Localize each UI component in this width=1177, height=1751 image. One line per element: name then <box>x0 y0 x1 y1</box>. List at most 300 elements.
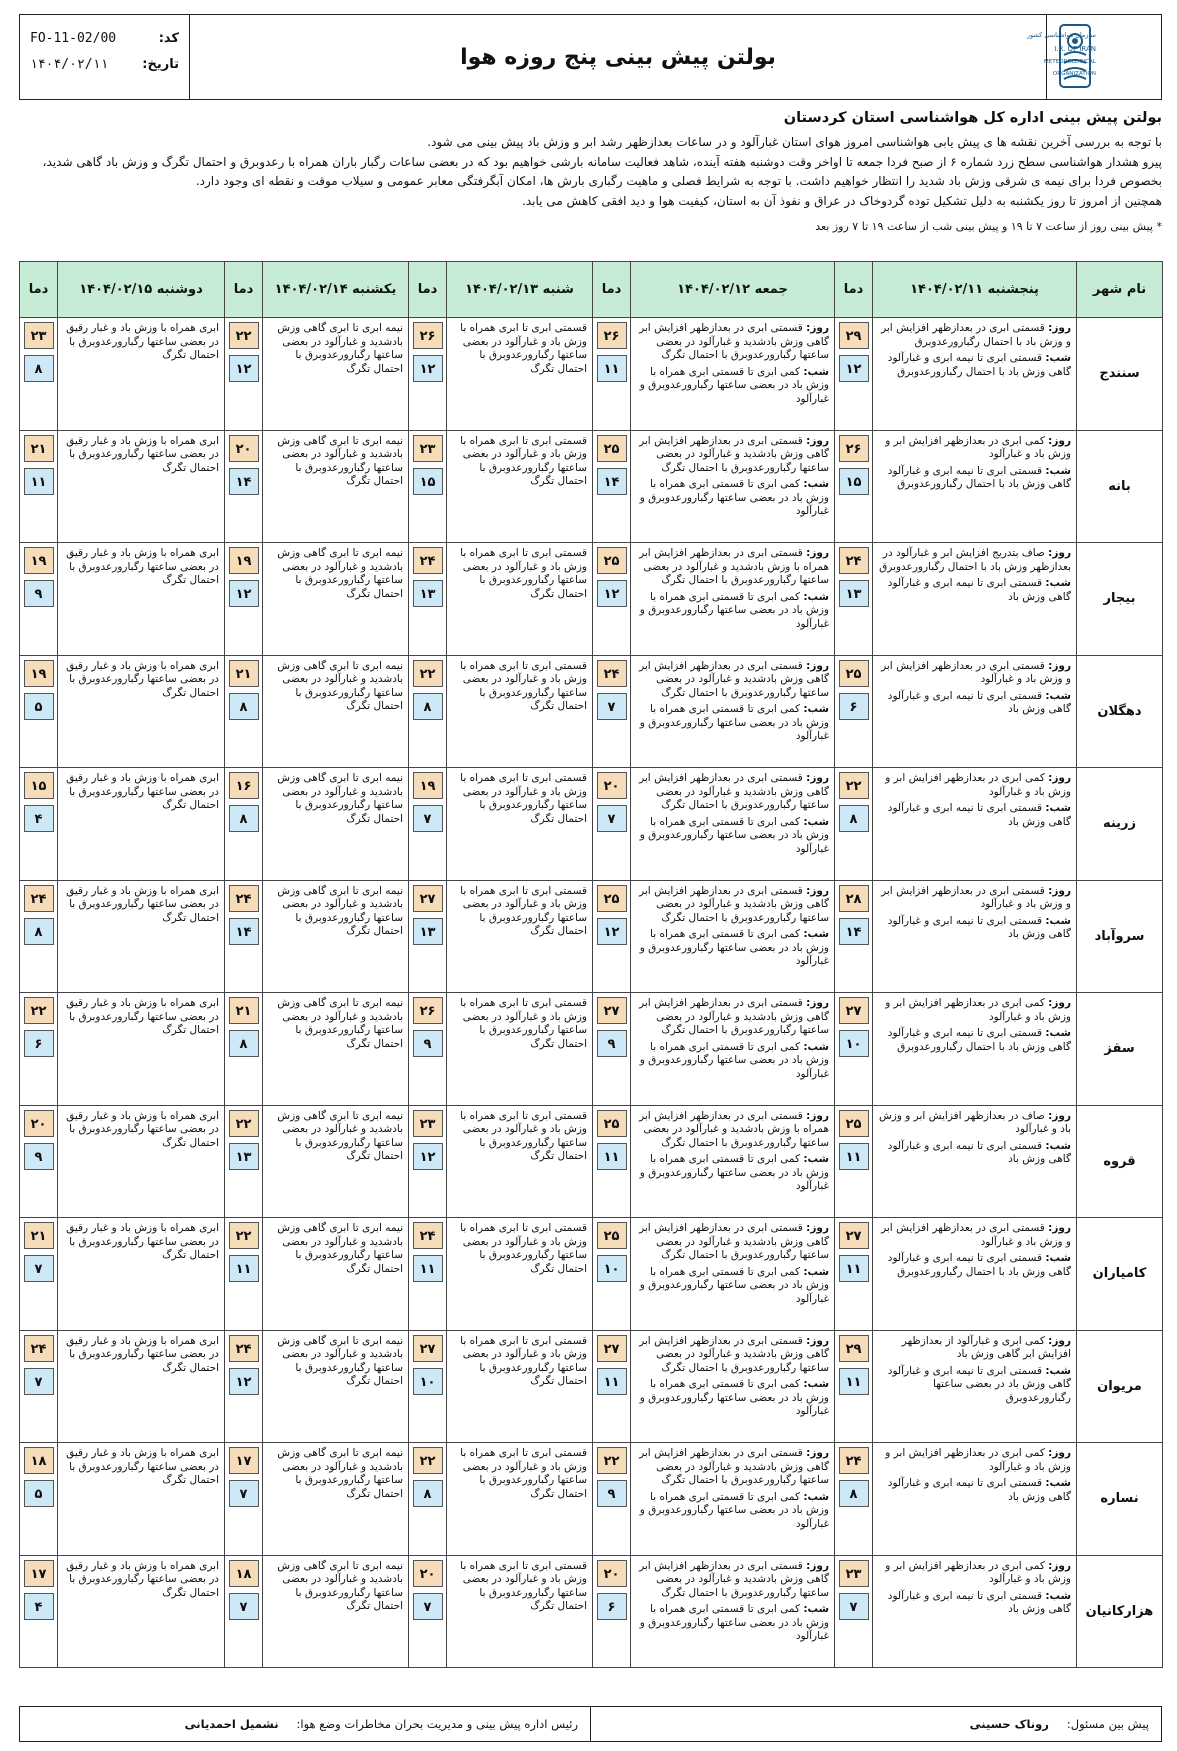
forecast-cell <box>58 880 225 993</box>
max-temp: ۲۷ <box>413 885 443 912</box>
forecast-text: نیمه ابری تا ابری گاهی وزش بادشدید و غبارآلود در بعضی ساعتها رگبارورعدوبرق با احتمال تگرگ <box>277 1559 403 1612</box>
min-temp: ۷ <box>597 805 627 832</box>
forecast-cell <box>447 655 593 768</box>
min-temp: ۱۱ <box>229 1255 259 1282</box>
bulletin-header <box>19 14 1162 100</box>
night-label: شب: <box>1045 1477 1071 1489</box>
night-forecast <box>878 1590 1071 1617</box>
forecast-cell <box>631 993 835 1106</box>
max-temp: ۲۴ <box>839 1447 869 1474</box>
day-forecast-text: قسمتی ابری در بعدازظهر افزایش ابر گاهی وزش بادشدید و غبارآلود در بعضی ساعتها رگبارورعدوبرق با احتمال تگرگ <box>639 884 829 924</box>
temperature-cell <box>225 1330 263 1443</box>
day-forecast <box>636 1335 829 1376</box>
forecast-text: قسمتی ابری تا ابری همراه با وزش باد و غبارآلود در بعضی ساعتها رگبارورعدوبرق با احتمال تگرگ <box>460 322 587 375</box>
day-forecast-text: کمی ابری و غبارآلود از بعدازظهر افزایش ابر گاهی وزش باد <box>901 1334 1071 1360</box>
day-label: روز: <box>1048 772 1071 784</box>
max-temp: ۲۷ <box>839 997 869 1024</box>
day-label: روز: <box>1048 997 1071 1009</box>
forecast-cell <box>873 1443 1077 1556</box>
forecast-cell <box>263 1555 409 1668</box>
day-label: روز: <box>806 1334 829 1347</box>
table-row <box>20 655 1163 768</box>
night-forecast <box>636 928 829 969</box>
forecast-cell <box>263 1105 409 1218</box>
temperature-cell <box>593 543 631 656</box>
forecast-cell <box>58 543 225 656</box>
night-forecast-text: کمی ابری تا قسمتی ابری همراه با وزش باد در بعضی ساعتها رگبارورعدوبرق و غبارآلود <box>639 928 829 967</box>
night-forecast <box>636 703 829 744</box>
min-temp: ۱۰ <box>413 1368 443 1395</box>
min-temp: ۱۲ <box>597 580 627 607</box>
organization-logo <box>1026 15 1161 99</box>
day-forecast <box>878 660 1071 687</box>
max-temp: ۱۹ <box>413 772 443 799</box>
day-forecast <box>636 322 829 363</box>
forecast-cell <box>58 1218 225 1331</box>
city-name: سقز <box>1077 993 1163 1106</box>
night-forecast <box>878 1477 1071 1504</box>
page-title: بولتن پیش بینی پنج روزه هوا <box>460 44 776 70</box>
night-label: شب: <box>1045 1027 1071 1039</box>
night-forecast-text: کمی ابری تا قسمتی ابری همراه با وزش باد در بعضی ساعتها رگبارورعدوبرق و غبارآلود <box>639 1265 829 1305</box>
day-forecast <box>878 1560 1071 1587</box>
forecast-text: قسمتی ابری تا ابری همراه با وزش باد و غبارآلود در بعضی ساعتها رگبارورعدوبرق با احتمال تگرگ <box>460 1559 587 1612</box>
day-forecast-text: قسمتی ابری در بعدازظهر افزایش ابر گاهی وزش بادشدید و غبارآلود در بعضی ساعتها رگبارورعدوبرق با احتمال تگرگ <box>639 997 829 1036</box>
day-label: روز: <box>1048 659 1071 672</box>
max-temp: ۲۴ <box>839 547 869 574</box>
max-temp: ۲۴ <box>24 1335 54 1362</box>
max-temp: ۱۶ <box>229 772 259 799</box>
date-label: تاریخ: <box>142 56 179 72</box>
city-name: نساره <box>1077 1443 1163 1556</box>
day-forecast <box>636 772 829 813</box>
forecast-cell <box>873 543 1077 656</box>
temperature-cell <box>593 1330 631 1443</box>
forecast-cell <box>447 1330 593 1443</box>
night-label: شب: <box>803 1040 829 1053</box>
max-temp: ۱۹ <box>24 547 54 574</box>
temperature-cell <box>20 768 58 881</box>
forecast-cell <box>631 1443 835 1556</box>
night-label: شب: <box>803 815 829 828</box>
logo-text-2: METEOROLOGICAL <box>1043 59 1096 65</box>
night-forecast <box>878 690 1071 717</box>
forecast-cell <box>58 1443 225 1556</box>
max-temp: ۲۵ <box>597 547 627 574</box>
city-name: بانه <box>1077 430 1163 543</box>
day-forecast-text: قسمتی ابری در بعدازظهر افزایش ابر و وزش باد با احتمال رگبارورعدوبرق <box>881 322 1071 348</box>
day-label: روز: <box>806 322 829 334</box>
max-temp: ۲۱ <box>24 1222 54 1249</box>
forecast-text: ابری همراه با وزش باد و غبار رقیق در بعضی ساعتها رگبارورعدوبرق با احتمال تگرگ <box>66 1109 219 1149</box>
min-temp: ۶ <box>597 1593 627 1620</box>
night-label: شب: <box>1045 1252 1071 1264</box>
table-header-row <box>20 262 1163 318</box>
forecast-cell <box>263 430 409 543</box>
min-temp: ۴ <box>24 805 54 832</box>
day-forecast <box>878 997 1071 1024</box>
forecast-cell <box>631 880 835 993</box>
temperature-cell <box>409 543 447 656</box>
night-forecast <box>636 591 829 632</box>
forecast-cell <box>447 430 593 543</box>
max-temp: ۲۲ <box>229 1110 259 1137</box>
day-forecast-text: قسمتی ابری در بعدازظهر افزایش ابر گاهی وزش بادشدید و غبارآلود در بعضی ساعتها رگبارورعدوبرق با احتمال تگرگ <box>639 659 829 699</box>
day-forecast-text: قسمتی ابری در بعدازظهر افزایش ابر و وزش باد و غبارآلود <box>881 1222 1071 1248</box>
forecast-cell <box>263 1218 409 1331</box>
night-forecast-text: کمی ابری تا قسمتی ابری همراه با وزش باد در بعضی ساعتها رگبارورعدوبرق و غبارآلود <box>639 703 829 742</box>
max-temp: ۲۵ <box>597 1110 627 1137</box>
min-temp: ۸ <box>839 1480 869 1507</box>
day-label: روز: <box>806 1447 829 1459</box>
forecast-text: نیمه ابری تا ابری گاهی وزش بادشدید و غبارآلود در بعضی ساعتها رگبارورعدوبرق با احتمال تگرگ <box>277 1109 403 1162</box>
min-temp: ۸ <box>413 1480 443 1507</box>
temperature-cell <box>835 993 873 1106</box>
intro-paragraph: با توجه به بررسی آخرین نقشه ها ی پیش یابی هواشناسی امروز هوای استان غبارآلود و در ساعات بعدازظهر رشد ابر و وزش باد پیش بینی می شود. <box>427 135 1162 149</box>
temperature-cell <box>593 1218 631 1331</box>
max-temp: ۲۵ <box>597 1222 627 1249</box>
day-label: روز: <box>806 884 829 897</box>
table-row <box>20 1105 1163 1218</box>
temperature-cell <box>409 318 447 431</box>
signature-footer <box>19 1706 1162 1742</box>
day-forecast <box>878 772 1071 799</box>
table-row <box>20 543 1163 656</box>
temperature-cell <box>409 880 447 993</box>
min-temp: ۹ <box>597 1030 627 1057</box>
temperature-cell <box>835 1443 873 1556</box>
night-forecast-text: قسمتی ابری تا نیمه ابری و غبارآلود گاهی وزش باد <box>887 1477 1071 1503</box>
max-temp: ۲۶ <box>413 322 443 349</box>
night-label: شب: <box>803 590 829 603</box>
forecast-text: قسمتی ابری تا ابری همراه با وزش باد و غبارآلود در بعضی ساعتها رگبارورعدوبرق با احتمال تگرگ <box>460 1109 587 1162</box>
temperature-cell <box>225 1555 263 1668</box>
night-forecast <box>636 816 829 857</box>
min-temp: ۸ <box>413 693 443 720</box>
temperature-cell <box>835 1105 873 1218</box>
temperature-cell <box>835 543 873 656</box>
max-temp: ۲۱ <box>229 997 259 1024</box>
head-cell <box>20 1707 591 1741</box>
city-name: کامیاران <box>1077 1218 1163 1331</box>
forecast-text: قسمتی ابری تا ابری همراه با وزش باد و غبارآلود در بعضی ساعتها رگبارورعدوبرق با احتمال تگرگ <box>460 1222 587 1275</box>
temperature-cell <box>835 318 873 431</box>
min-temp: ۹ <box>597 1480 627 1507</box>
day-label: روز: <box>1048 434 1071 447</box>
temp-column-header: دما <box>835 262 873 318</box>
min-temp: ۱۰ <box>597 1255 627 1282</box>
night-forecast <box>636 1603 829 1644</box>
forecast-text: ابری همراه با وزش باد و غبار رقیق در بعضی ساعتها رگبارورعدوبرق با احتمال تگرگ <box>66 547 219 586</box>
forecast-cell <box>631 1105 835 1218</box>
min-temp: ۱۲ <box>413 355 443 382</box>
night-forecast-text: قسمتی ابری تا نیمه ابری و غبارآلود گاهی وزش باد در بعضی ساعتها رگبارورعدوبرق <box>887 1364 1071 1404</box>
min-temp: ۱۴ <box>597 468 627 495</box>
max-temp: ۱۷ <box>229 1447 259 1474</box>
intro-paragraph: پیرو هشدار هواشناسی سطح زرد شماره ۶ از صبح فردا جمعه تا اواخر وقت دوشنبه هفته آینده، شاهد فعالیت سامانه بارشی خواهیم بود که در بعضی ساعات رگبار باران همراه با رعدوبرق و احتمال تگرگ و وزش باد گاهی شدید، بخصوص فردا برای نیمه ی شرقی وزش باد شدید را انتظار خواهیم داشت. با توجه به شرایط فصلی و ماهیت رگباری بارش ها، امکان آبگرفتگی معابر عمومی و سیلاب موقت و نقطه ای وجود دارد. <box>42 154 1162 188</box>
forecast-cell <box>447 1218 593 1331</box>
temperature-cell <box>835 1330 873 1443</box>
day-label: روز: <box>1048 322 1071 334</box>
min-temp: ۸ <box>229 1030 259 1057</box>
max-temp: ۲۰ <box>229 435 259 462</box>
night-forecast <box>878 1365 1071 1406</box>
forecast-text: قسمتی ابری تا ابری همراه با وزش باد و غبارآلود در بعضی ساعتها رگبارورعدوبرق با احتمال تگرگ <box>460 434 587 487</box>
day-forecast-text: قسمتی ابری در بعدازظهر افزایش ابر همراه با وزش بادشدید و غبارآلود در بعضی ساعتها رگبارورعدوبرق با احتمال تگرگ <box>639 1109 829 1149</box>
max-temp: ۲۴ <box>229 885 259 912</box>
temperature-cell <box>225 1218 263 1331</box>
day-forecast <box>636 547 829 588</box>
day-label: روز: <box>806 1109 829 1122</box>
forecast-text: نیمه ابری تا ابری گاهی وزش بادشدید و غبارآلود در بعضی ساعتها رگبارورعدوبرق با احتمال تگرگ <box>277 1447 403 1500</box>
temperature-cell <box>409 993 447 1106</box>
min-temp: ۱۴ <box>839 918 869 945</box>
forecast-cell <box>631 768 835 881</box>
day-forecast-text: قسمتی ابری در بعدازظهر افزایش ابر گاهی وزش بادشدید و غبارآلود در بعضی ساعتها رگبارورعدوبرق با احتمال تگرگ <box>639 1222 829 1261</box>
temperature-cell <box>593 768 631 881</box>
min-temp: ۱۱ <box>597 1368 627 1395</box>
day-forecast-text: کمی ابری در بعدازظهر افزایش ابر و وزش باد و غبارآلود <box>885 997 1071 1023</box>
day-label: روز: <box>1048 1447 1071 1459</box>
day-forecast <box>636 660 829 701</box>
max-temp: ۲۰ <box>24 1110 54 1137</box>
night-label: شب: <box>803 1603 829 1615</box>
max-temp: ۲۶ <box>839 435 869 462</box>
forecast-text: ابری همراه با وزش باد و غبار رقیق در بعضی ساعتها رگبارورعدوبرق با احتمال تگرگ <box>66 659 219 699</box>
min-temp: ۱۲ <box>229 580 259 607</box>
temperature-cell <box>20 1330 58 1443</box>
day-forecast-text: صاف بتدریج افزایش ابر و غبارآلود در بعدازظهر وزش باد با احتمال رگبارورعدوبرق <box>879 547 1071 573</box>
temperature-cell <box>225 430 263 543</box>
temperature-cell <box>409 1218 447 1331</box>
forecaster-label: پیش بین مسئول: <box>1066 1717 1149 1731</box>
night-forecast-text: کمی ابری تا قسمتی ابری همراه با وزش باد در بعضی ساعتها رگبارورعدوبرق و غبارآلود <box>639 1040 829 1080</box>
max-temp: ۲۱ <box>24 435 54 462</box>
forecast-text: ابری همراه با وزش باد و غبار رقیق در بعضی ساعتها رگبارورعدوبرق با احتمال تگرگ <box>66 322 219 361</box>
min-temp: ۱۵ <box>839 468 869 495</box>
temperature-cell <box>20 655 58 768</box>
code-label: کد: <box>158 30 179 46</box>
head-label: رئیس اداره پیش بینی و مدیریت بحران مخاطرات وضع هوا: <box>296 1717 578 1731</box>
forecast-cell <box>58 430 225 543</box>
forecast-text: قسمتی ابری تا ابری همراه با وزش باد و غبارآلود در بعضی ساعتها رگبارورعدوبرق با احتمال تگرگ <box>460 772 587 825</box>
temperature-cell <box>835 1555 873 1668</box>
forecast-text: نیمه ابری تا ابری گاهی وزش بادشدید و غبارآلود در بعضی ساعتها رگبارورعدوبرق با احتمال تگرگ <box>277 884 403 937</box>
forecast-cell <box>631 543 835 656</box>
min-temp: ۷ <box>597 693 627 720</box>
day-forecast-text: کمی ابری در بعدازظهر افزایش ابر و وزش باد و غبارآلود <box>885 434 1071 460</box>
min-temp: ۷ <box>229 1480 259 1507</box>
day-label: روز: <box>806 434 829 447</box>
temperature-cell <box>20 1443 58 1556</box>
day-forecast-text: کمی ابری در بعدازظهر افزایش ابر و وزش باد و غبارآلود <box>885 1447 1071 1473</box>
forecast-cell <box>447 993 593 1106</box>
temp-column-header: دما <box>409 262 447 318</box>
max-temp: ۲۲ <box>229 322 259 349</box>
forecast-cell <box>447 880 593 993</box>
forecast-cell <box>447 1555 593 1668</box>
night-forecast-text: قسمتی ابری تا نیمه ابری و غبارآلود گاهی وزش باد <box>887 577 1071 603</box>
min-temp: ۸ <box>24 918 54 945</box>
forecast-cell <box>873 993 1077 1106</box>
night-forecast-text: کمی ابری تا قسمتی ابری همراه با وزش باد در بعضی ساعتها رگبارورعدوبرق و غبارآلود <box>639 1490 829 1530</box>
min-temp: ۸ <box>839 805 869 832</box>
temperature-cell <box>835 768 873 881</box>
temperature-cell <box>835 430 873 543</box>
temperature-cell <box>835 655 873 768</box>
night-label: شب: <box>803 928 829 940</box>
min-temp: ۱۴ <box>229 918 259 945</box>
min-temp: ۱۳ <box>413 580 443 607</box>
night-label: شب: <box>803 365 829 378</box>
temperature-cell <box>225 1105 263 1218</box>
min-temp: ۱۳ <box>229 1143 259 1170</box>
forecast-text: قسمتی ابری تا ابری همراه با وزش باد و غبارآلود در بعضی ساعتها رگبارورعدوبرق با احتمال تگرگ <box>460 884 587 937</box>
forecast-cell <box>58 318 225 431</box>
min-temp: ۱۲ <box>229 355 259 382</box>
temperature-cell <box>225 1443 263 1556</box>
temperature-cell <box>20 1555 58 1668</box>
temperature-cell <box>409 1330 447 1443</box>
min-temp: ۹ <box>24 580 54 607</box>
forecast-cell <box>263 1443 409 1556</box>
forecast-cell <box>447 768 593 881</box>
max-temp: ۲۳ <box>413 435 443 462</box>
day-forecast <box>878 1447 1071 1474</box>
night-forecast-text: کمی ابری تا قسمتی ابری همراه با وزش باد در بعضی ساعتها رگبارورعدوبرق و غبارآلود <box>639 478 829 517</box>
day-forecast <box>878 885 1071 912</box>
min-temp: ۶ <box>839 693 869 720</box>
night-label: شب: <box>1045 802 1071 814</box>
night-label: شب: <box>1045 1589 1071 1602</box>
night-forecast-text: کمی ابری تا قسمتی ابری همراه با وزش باد در بعضی ساعتها رگبارورعدوبرق و غبارآلود <box>639 365 829 405</box>
forecast-cell <box>447 1105 593 1218</box>
temperature-cell <box>409 1443 447 1556</box>
night-forecast-text: قسمتی ابری تا نیمه ابری و غبارآلود گاهی وزش باد <box>887 689 1071 715</box>
day-column-header: پنجشنبه ۱۴۰۴/۰۲/۱۱ <box>873 262 1077 318</box>
min-temp: ۴ <box>24 1593 54 1620</box>
max-temp: ۱۹ <box>229 547 259 574</box>
min-temp: ۷ <box>24 1368 54 1395</box>
night-forecast <box>878 352 1071 379</box>
day-forecast-text: قسمتی ابری در بعدازظهر افزایش ابر همراه با وزش بادشدید و غبارآلود در بعضی ساعتها رگبارورعدوبرق با احتمال تگرگ <box>639 547 829 586</box>
temperature-cell <box>593 880 631 993</box>
night-label: شب: <box>803 703 829 715</box>
max-temp: ۲۲ <box>839 772 869 799</box>
temperature-cell <box>409 768 447 881</box>
max-temp: ۲۸ <box>839 885 869 912</box>
temperature-cell <box>20 430 58 543</box>
min-temp: ۱۱ <box>839 1143 869 1170</box>
min-temp: ۱۲ <box>413 1143 443 1170</box>
max-temp: ۲۲ <box>413 660 443 687</box>
max-temp: ۲۳ <box>413 1110 443 1137</box>
temperature-cell <box>225 543 263 656</box>
min-temp: ۱۰ <box>839 1030 869 1057</box>
min-temp: ۷ <box>413 1593 443 1620</box>
forecast-cell <box>873 655 1077 768</box>
forecast-text: ابری همراه با وزش باد و غبار رقیق در بعضی ساعتها رگبارورعدوبرق با احتمال تگرگ <box>66 1559 219 1599</box>
temperature-cell <box>593 430 631 543</box>
day-forecast-text: صاف در بعدازظهر افزایش ابر و وزش باد و غبارآلود <box>878 1109 1071 1135</box>
max-temp: ۱۸ <box>24 1447 54 1474</box>
day-forecast-text: قسمتی ابری در بعدازظهر افزایش ابر و وزش باد و غبارآلود <box>881 659 1071 685</box>
forecast-cell <box>58 993 225 1106</box>
max-temp: ۲۵ <box>839 1110 869 1137</box>
day-label: روز: <box>806 1559 829 1572</box>
city-name: سنندج <box>1077 318 1163 431</box>
max-temp: ۲۹ <box>839 322 869 349</box>
forecast-cell <box>631 1330 835 1443</box>
min-temp: ۱۳ <box>413 918 443 945</box>
table-row <box>20 1555 1163 1668</box>
temperature-cell <box>20 993 58 1106</box>
forecast-text: ابری همراه با وزش باد و غبار رقیق در بعضی ساعتها رگبارورعدوبرق با احتمال تگرگ <box>66 1334 219 1374</box>
forecast-text: نیمه ابری تا ابری گاهی وزش بادشدید و غبارآلود در بعضی ساعتها رگبارورعدوبرق با احتمال تگرگ <box>277 659 403 712</box>
day-forecast-text: کمی ابری در بعدازظهر افزایش ابر و وزش باد و غبارآلود <box>885 772 1071 798</box>
table-row <box>20 1443 1163 1556</box>
day-label: روز: <box>1048 884 1071 897</box>
temperature-cell <box>409 430 447 543</box>
night-forecast-text: کمی ابری تا قسمتی ابری همراه با وزش باد در بعضی ساعتها رگبارورعدوبرق و غبارآلود <box>639 590 829 630</box>
night-forecast <box>878 465 1071 492</box>
min-temp: ۱۱ <box>597 1143 627 1170</box>
table-row <box>20 1330 1163 1443</box>
forecast-cell <box>873 1218 1077 1331</box>
max-temp: ۲۷ <box>413 1335 443 1362</box>
night-forecast-text: قسمتی ابری تا نیمه ابری و غبارآلود گاهی وزش باد با احتمال رگبارورعدوبرق <box>887 1252 1071 1278</box>
min-temp: ۷ <box>839 1593 869 1620</box>
max-temp: ۲۰ <box>413 1560 443 1587</box>
night-forecast-text: قسمتی ابری تا نیمه ابری و غبارآلود گاهی وزش باد با احتمال رگبارورعدوبرق <box>887 464 1071 490</box>
max-temp: ۲۱ <box>229 660 259 687</box>
night-forecast-text: قسمتی ابری تا نیمه ابری و غبارآلود گاهی وزش باد <box>887 1139 1071 1165</box>
min-temp: ۵ <box>24 693 54 720</box>
temperature-cell <box>409 655 447 768</box>
forecast-text: نیمه ابری تا ابری گاهی وزش بادشدید و غبارآلود در بعضی ساعتها رگبارورعدوبرق با احتمال تگرگ <box>277 1334 403 1387</box>
min-temp: ۱۲ <box>597 918 627 945</box>
temperature-cell <box>225 993 263 1106</box>
night-label: شب: <box>1045 577 1071 589</box>
min-temp: ۸ <box>24 355 54 382</box>
night-forecast <box>878 1027 1071 1054</box>
day-forecast-text: کمی ابری در بعدازظهر افزایش ابر و وزش باد و غبارآلود <box>885 1559 1071 1585</box>
max-temp: ۱۷ <box>24 1560 54 1587</box>
temperature-cell <box>593 1555 631 1668</box>
day-column-header: دوشنبه ۱۴۰۴/۰۲/۱۵ <box>58 262 225 318</box>
min-temp: ۱۱ <box>839 1368 869 1395</box>
day-forecast <box>636 1110 829 1151</box>
max-temp: ۲۵ <box>597 885 627 912</box>
day-label: روز: <box>806 997 829 1009</box>
forecast-text: نیمه ابری تا ابری گاهی وزش بادشدید و غبارآلود در بعضی ساعتها رگبارورعدوبرق با احتمال تگرگ <box>277 434 403 487</box>
forecast-cell <box>58 1330 225 1443</box>
night-forecast <box>636 1266 829 1307</box>
max-temp: ۲۶ <box>597 322 627 349</box>
night-label: شب: <box>1045 1139 1071 1152</box>
forecast-table <box>19 261 1163 1668</box>
forecast-cell <box>873 1555 1077 1668</box>
day-forecast <box>878 435 1071 462</box>
day-forecast <box>636 885 829 926</box>
max-temp: ۲۷ <box>597 997 627 1024</box>
forecast-text: نیمه ابری تا ابری گاهی وزش بادشدید و غبارآلود در بعضی ساعتها رگبارورعدوبرق با احتمال تگرگ <box>277 322 403 375</box>
min-temp: ۷ <box>229 1593 259 1620</box>
day-forecast-text: قسمتی ابری در بعدازظهر افزایش ابر گاهی وزش بادشدید و غبارآلود در بعضی ساعتها رگبارورعدوبرق با احتمال تگرگ <box>639 1447 829 1486</box>
temperature-cell <box>20 1218 58 1331</box>
day-column-header: شنبه ۱۴۰۴/۰۲/۱۳ <box>447 262 593 318</box>
forecast-cell <box>873 430 1077 543</box>
